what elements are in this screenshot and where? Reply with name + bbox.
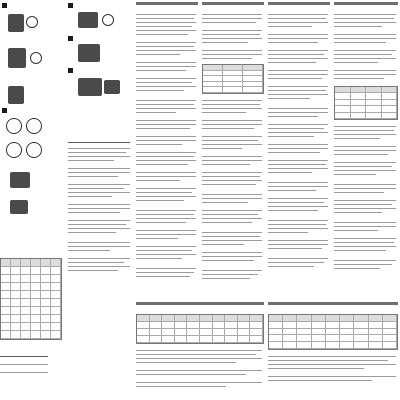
mount-diagram-1 — [6, 118, 22, 134]
panel-header-bar-1 — [136, 2, 198, 5]
bottom-right-table-header-bar — [268, 302, 398, 305]
panel-header-4 — [334, 6, 398, 12]
lens-illustration-5 — [10, 200, 28, 214]
bottom-left-table-header-bar — [136, 302, 264, 305]
bottom-right-table — [268, 314, 398, 350]
panel-header-2 — [202, 6, 264, 12]
lens-illustration-3 — [8, 86, 24, 104]
panel-header-3 — [268, 6, 330, 12]
camera-illustration — [78, 78, 102, 96]
small-diagram-bottom-left — [0, 352, 50, 376]
bottom-left-table-title — [136, 306, 264, 312]
text-panel-2 — [202, 0, 264, 300]
text-panel-3 — [268, 0, 330, 300]
bottom-right-table-title — [268, 306, 398, 312]
bottom-left-table — [136, 314, 264, 344]
figure-badge-a — [2, 3, 7, 8]
bottom-right-table-block — [268, 302, 398, 398]
figure-badge-c — [68, 3, 73, 8]
panel-header-bar-4 — [334, 2, 398, 5]
spec-table-left — [0, 258, 62, 340]
lens-illustration-4 — [10, 172, 30, 188]
lens-hood-illustration — [78, 12, 98, 28]
inline-table-panel-4 — [334, 86, 398, 120]
mount-diagram-3 — [6, 142, 22, 158]
illustration-column-2 — [68, 0, 134, 140]
figure-badge-e — [68, 68, 73, 73]
mount-diagram-4 — [26, 142, 42, 158]
text-panel-1 — [136, 0, 198, 300]
panel-header-bar-3 — [268, 2, 330, 5]
panel-header-1 — [136, 6, 198, 12]
figure-badge-b — [2, 108, 7, 113]
text-panel-middle-left — [68, 142, 132, 292]
hood-ring — [102, 14, 114, 26]
lens-illustration-1 — [8, 14, 24, 32]
panel-header-bar-2 — [202, 2, 264, 5]
lens-illustration-6 — [104, 80, 120, 94]
illustration-column-left — [0, 0, 62, 250]
lens-ring-1 — [26, 16, 38, 28]
text-panel-4 — [334, 0, 398, 300]
mount-diagram-2 — [26, 118, 42, 134]
figure-badge-d — [68, 36, 73, 41]
lens-illustration-2 — [8, 48, 26, 68]
bottom-left-table-block — [136, 302, 264, 398]
lens-ring-2 — [30, 52, 42, 64]
inline-table-panel-2 — [202, 64, 264, 94]
lens-cap-illustration — [78, 44, 100, 62]
